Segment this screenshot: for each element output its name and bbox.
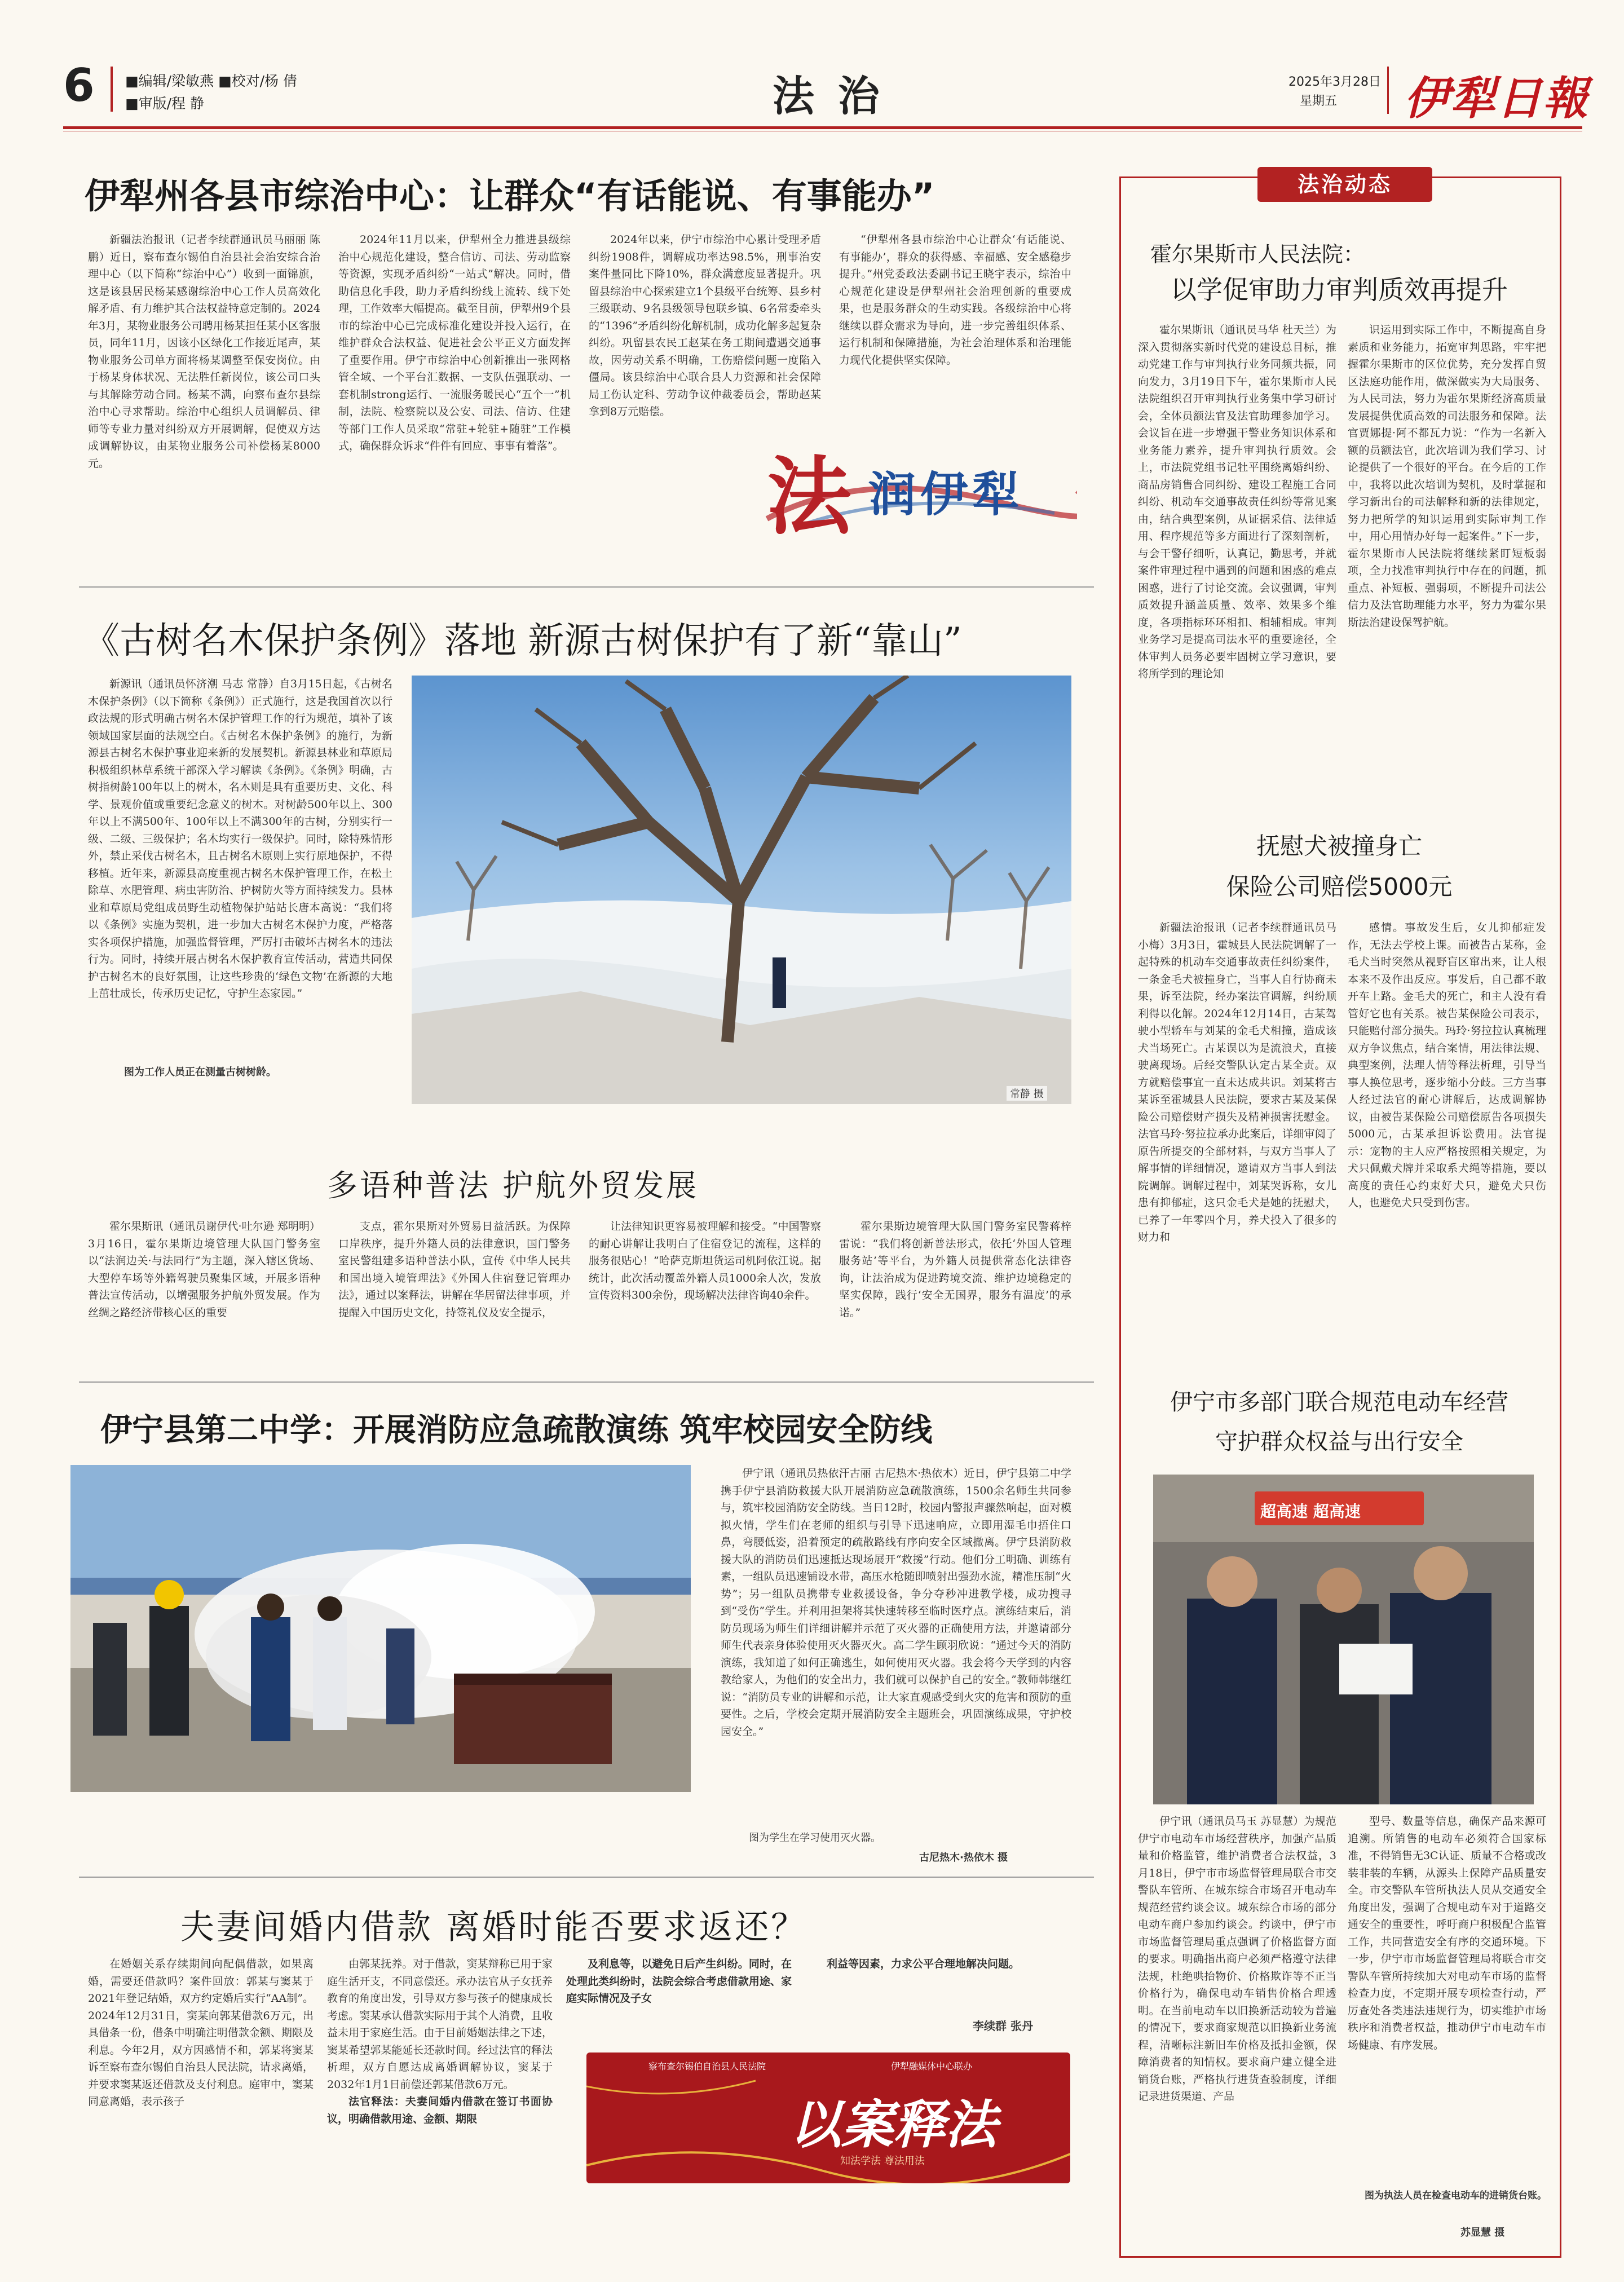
story2-title-line2: 保险公司赔偿5000元: [1226, 873, 1453, 901]
banner-org-right: 伊犁融媒体中心联办: [891, 2061, 973, 2072]
story3-photo-credit: 苏显慧 摄: [1460, 2227, 1505, 2239]
article4-headline: 伊宁县第二中学：开展消防应急疏散演练 筑牢校园安全防线: [100, 1412, 933, 1449]
divider-2: [79, 1381, 1094, 1383]
article5-headline: 夫妻间婚内借款 离婚时能否要求返还？: [180, 1908, 807, 1947]
fire-drill-photo: [70, 1465, 691, 1792]
article1-col1: 新疆法治报讯（记者李续群通讯员马丽丽 陈鹏）近日，察布查尔锡伯自治县社会治安综合治理中心（以下简称“综治中心”）收到一面锦旗，这是该县居民杨某感谢综治中心工作人员高效化解矛盾、有力维护其合法权益特意定制的。2024年3月，某物业服务公司聘用杨某担任某小区客服员，同年11月，因该小区绿化工作接近尾声，某物业服务公司单方面将杨某调整至保安岗位。由于杨某身体状况、无法胜任新岗位，该公司口头与其解除劳动合同。杨某不满，向察布查尔县综治中心寻求帮助。综治中心组织人员调解员、律师等专业力量对纠纷双方开展调解，促使双方达成调解协议，由某物业服务公司补偿杨某8000元。: [88, 233, 320, 470]
ev-inspection-photo: [1153, 1475, 1534, 1804]
article5-col2: 由郭某抚养。对于借款，窦某辩称已用于家庭生活开支，不同意偿还。承办法官从子女抚养教育的角度出发，引导双方参与孩子的健康成长考虑。窦某承认借款实际用于其个人消费，且收益未用于家庭生活。由于目前婚姻法律之下述，窦某希望郭某能延长还款时间。经过法官的释法析理，双方自愿达成离婚调解协议，窦某于2032年1月1日前偿还郭某借款6万元。 法官释法：夫妻间婚内借款在签订书面协议，明确借款用途、金额、期限: [327, 1958, 553, 2125]
paper-logo: 伊犁日報: [1404, 72, 1589, 125]
banner-org-left: 察布查尔锡伯自治县人民法院: [648, 2061, 766, 2072]
fa-run-yili-logo: [761, 434, 1077, 546]
article3-col3: 让法律知识更容易被理解和接受。“中国警察的耐心讲解让我明白了住宿登记的流程，这样的服务很贴心！”哈萨克斯坦货运司机阿依江说。据统计，此次活动覆盖外籍人员1000余人次，发放宣传资料300余份，现场解决法律咨询40余件。: [589, 1220, 821, 1301]
story1-kicker: 霍尔果斯市人民法院：: [1150, 242, 1365, 267]
sidebar-tab: 法治动态: [1257, 167, 1432, 202]
old-tree-photo: [412, 676, 1071, 1104]
masthead-divider: [1387, 67, 1389, 114]
story1-col2: 识运用到实际工作中，不断提高自身素质和业务能力，拓宽审判思路，牢牢把握霍尔果斯市的区位优势，充分发挥自贸区法庭功能作用，做深做实为大局服务、为人民司法，努力为霍尔果斯经济高质量发展提供优质高效的司法服务和保障。法官贾娜提·阿不都瓦力说：“作为一名新入额的员额法官，此次培训为我们学习、讨论提供了一个很好的平台。在今后的工作中，我将以此次培训为契机，及时掌握和学习新出台的司法解释和新的法律规定，努力把所学的知识运用到实际审判工作中，用心用情办好每一起案件。”下一步，霍尔果斯市人民法院将继续紧盯短板弱项，全力找准审判执行中存在的问题，抓重点、补短板、强弱项，不断提升司法公信力及法官助理能力水平，努力为霍尔果斯法治建设保驾护航。: [1348, 324, 1546, 629]
article2-body: 新源讯（通讯员怀济潮 马志 常静）自3月15日起，《古树名木保护条例》（以下简称《条例》）正式施行，这是我国首次以行政法规的形式明确古树名木保护管理工作的行为规范，填补了该领域国家层面的法规空白。《古树名木保护条例》的施行，为新源县古树名木保护事业迎来新的发展契机。新源县林业和草原局积极组织林草系统干部深入学习解读《条例》。《条例》明确，古树指树龄100年以上的树木，名木则是具有重要历史、文化、科学、景观价值或重要纪念意义的树木。对树龄500年以上、300年以上不满500年、100年以上不满300年的古树，分别实行一级、二级、三级保护；名木均实行一级保护。同时，除特殊情形外，禁止采伐古树名木，且古树名木原则上实行原地保护，不得移植。近年来，新源县高度重视古树名木保护管理工作，在松土除草、水肥管理、病虫害防治、护树防火等方面持续发力。县林业和草原局党组成员野生动植物保护站站长唐本高说：“我们将以《条例》实施为契机，进一步加大古树名木保护力度，严格落实各项保护措施，加强监督管理，严厉打击破坏古树名木的违法行为。同时，持续开展古树名木保护教育宣传活动，营造共同保护古树名木的良好氛围，让这些珍贵的‘绿色文物’在新源的大地上茁壮成长，传承历史记忆，守护生态家园。”: [88, 678, 392, 1000]
judge-note-start: 夫妻间婚内借款在签订书面协议，明确借款用途、金额、期限: [327, 2095, 553, 2125]
section-title: 法 治: [773, 72, 884, 121]
issue-date: 2025年3月28日: [1288, 75, 1381, 89]
editors-line-2: ■审版/程 静: [125, 95, 204, 112]
divider-3: [79, 1877, 1094, 1878]
divider-1: [79, 586, 1094, 588]
logo-text: 润伊犁: [868, 467, 1025, 522]
banner-decoration: [586, 2053, 1070, 2183]
article5-col4: 利益等因素，力求公平合理地解决问题。: [827, 1958, 1020, 1970]
article4-photo-credit: 古尼热木·热依木 摄: [919, 1852, 1008, 1864]
story2-col1: 新疆法治报讯（记者李续群通讯员马小梅）3月3日，霍城县人民法院调解了一起特殊的机动车交通事故责任纠纷案件，一条金毛犬被撞身亡，当事人自行协商未果，诉至法院，经办案法官调解，纠纷顺利得以化解。2024年12月14日，古某驾驶小型轿车与刘某的金毛犬相撞，造成该犬当场死亡。古某误以为是流浪犬，直接驶离现场。后经交警队认定古某全责。双方就赔偿事宜一直未达成共识。刘某将古某诉至霍城县人民法院，要求古某及某保险公司赔偿财产损失及精神损害抚慰金。法官马玲·努拉拉承办此案后，详细审阅了原告所提交的全部材料，与双方当事人了解事情的详细情况，邀请双方当事人到法院调解。调解过程中，刘某哭诉称，女儿患有抑郁症，这只金毛犬是她的抚慰犬，已养了一年零四个月，养犬投入了很多的财力和: [1138, 921, 1336, 1243]
judge-note-label: 法官释法：: [348, 2095, 405, 2108]
article2-photo-credit: 常静 摄: [1007, 1086, 1047, 1101]
article5-col3: 及利息等，以避免日后产生纠纷。同时，在处理此类纠纷时，法院会综合考虑借款用途、家庭实际情况及子女: [566, 1958, 792, 2005]
editors-line-1: ■编辑/梁敏燕 ■校对/杨 倩: [125, 73, 297, 89]
page-number-divider: [111, 67, 113, 112]
article4-body: 伊宁讯（通讯员热依汗古丽 古尼热木·热依木）近日，伊宁县第二中学携手伊宁县消防救援大队开展消防应急疏散演练，1500余名师生共同参与，筑牢校园消防安全防线。当日12时，校园内警报声骤然响起，面对模拟火情，学生们在老师的组织与引导下迅速响应，立即用湿毛巾捂住口鼻，弯腰低姿，沿着预定的疏散路线有序向安全区域撤离。伊宁县消防救援大队的消防员们迅速抵达现场展开“救援”行动。他们分工明确、训练有素，一组队员迅速铺设水带，高压水枪随即喷射出强劲水流，精准压制“火势”；另一组队员携带专业救援设备，争分夺秒冲进教学楼，成功搜寻到“受伤”学生。并利用担架将其快速转移至临时医疗点。演练结束后，消防员现场为师生们详细讲解并示范了灭火器的正确使用方法，并邀请部分师生代表亲身体验使用灭火器灭火。高二学生顾羽欣说：“通过今天的消防演练，我知道了如何正确逃生，如何使用灭火器。我会将今天学到的内容教给家人，为他们的安全出力，我们就可以保护自己的安全。”教师韩继红说：“消防员专业的讲解和示范，让大家直观感受到火灾的危害和预防的重要性。之后，学校会定期开展消防安全主题班会，巩固演练成果，守护校园安全。”: [721, 1467, 1071, 1738]
article1-col4: “伊犁州各县市综治中心让群众‘有话能说、有事能办’，群众的获得感、幸福感、安全感稳步提升。”州党委政法委副书记王晓宇表示，综治中心规范化建设是伊犁州社会治理创新的重要成果，也是服务群众的生动实践。各级综治中心将继续以群众需求为导向，进一步完善组织体系、运行机制和保障措施，为社会治理体系和治理能力现代化提供坚实保障。: [839, 233, 1071, 367]
story2-title-line1: 抚慰犬被撞身亡: [1256, 832, 1422, 860]
masthead-rule: [63, 126, 1582, 129]
article3-col1: 霍尔果斯讯（通讯员谢伊代·吐尔逊 郑明明）3月16日，霍尔果斯边境管理大队国门警务室以“法润边关·与法同行”为主题，深入辖区货场、大型停车场等外籍驾驶员聚集区域，开展多语种普法宣传活动，以增强服务护航外贸发展。作为丝绸之路经济带核心区的重要: [88, 1220, 320, 1319]
logo-character: 法: [767, 447, 852, 546]
article3-headline: 多语种普法 护航外贸发展: [327, 1168, 699, 1203]
article3-col4: 霍尔果斯边境管理大队国门警务室民警蒋梓雷说：“我们将创新普法形式，依托‘外国人管理服务站’等平台，为外籍人员提供常态化法律咨询，让法治成为促进跨境交流、维护边境稳定的坚实保障，践行‘安全无国界，服务有温度’的承诺。”: [839, 1220, 1071, 1319]
article1-col3: 2024年以来，伊宁市综治中心累计受理矛盾纠纷1908件，调解成功率达98.5%，刑事治安案件量同比下降10%，群众满意度显著提升。巩留县综治中心探索建立1个县级平台统筹、县乡村三级联动、9名县级领导包联乡镇、6名常委牵头的“1396”矛盾纠纷化解机制，成功化解多起复杂纠纷。巩留县农民工赵某在务工期间遭遇交通事故，因劳动关系不明确，工伤赔偿问题一度陷入僵局。该县综治中心联合县人力资源和社会保障局工伤认定科、劳动争议仲裁委员会，帮助赵某拿到8万元赔偿。: [589, 233, 821, 418]
article2-caption: 图为工作人员正在测量古树树龄。: [124, 1066, 276, 1078]
story1-title: 以学促审助力审判质效再提升: [1171, 275, 1508, 305]
worker-figure: [773, 957, 786, 1008]
story2-col2: 感情。事故发生后，女儿抑郁症发作，无法去学校上课。而被告古某称，金毛犬当时突然从视野盲区窜出来，让人根本来不及作出反应。事发后，自己都不敢开车上路。金毛犬的死亡，和主人没有看管好它也有关系。被告某保险公司表示，只能赔付部分损失。玛玲·努拉拉认真梳理双方争议焦点，结合案情，用法律法规、典型案例，法理人情等释法析理，引导当事人换位思考，逐步缩小分歧。三方当事人经过法官的耐心讲解后，达成调解协议，由被告某保险公司赔偿原告各项损失5000元，古某承担诉讼费用。法官提示：宠物的主人应严格按照相关规定，为犬只佩戴犬牌并采取系犬绳等措施，要以高度的责任心约束好犬只，避免犬只伤人，也避免犬只受到伤害。: [1348, 921, 1546, 1209]
article5-col1: 在婚姻关系存续期间向配偶借款，如果离婚，需要还借款吗？案件回放：郭某与窦某于2021年登记结婚，双方约定婚后实行“AA制”。2024年12月31日，窦某向郭某借款6万元，出具借条一份，借条中明确注明借款金额、期限及利息。今年2月，双方因感情不和，郭某将窦某诉至察布查尔锡伯自治县人民法院，请求离婚，并要求窦某返还借款及支付利息。庭审中，窦某同意离婚，表示孩子: [88, 1958, 314, 2108]
page-number: 6: [63, 59, 95, 112]
article1-col2: 2024年11月以来，伊犁州全力推进县级综治中心规范化建设，整合信访、司法、劳动监察等资源，实现矛盾纠纷“一站式”解决。同时，借助信息化手段，助力矛盾纠纷线上流转、线下处理，工作效率大幅提高。截至目前，伊犁州9个县市的综治中心已完成标准化建设并投入运行，在维护群众合法权益、促进社会公平正义方面发挥了重要作用。伊宁市综治中心创新推出一张网格管全域、一个平台汇数据、一支队伍强联动、一套机制strong运行、一流服务暖民心“五个一”机制，法院、检察院以及公安、司法、信访、住建等部门工作人员采取“常驻+轮驻+随驻”工作模式，确保群众诉求“件件有回应、事事有着落”。: [338, 233, 571, 452]
story1-col1: 霍尔果斯讯（通讯员马华 杜天兰）为深入贯彻落实新时代党的建设总目标，推动党建工作与审判执行业务同频共振，同向发力，3月19日下午，霍尔果斯市人民法院组织召开审判执行业务集中学习研讨会，全体员额法官及法官助理参加学习。会议旨在进一步增强干警业务知识体系和业务能力素养，提升审判执行质效。会上，市法院党组书记牡平围绕离婚纠纷、商品房销售合同纠纷、建设工程施工合同纠纷、机动车交通事故责任纠纷等常见案由，结合典型案例，从证据采信、法律适用、程序规范等多方面进行了深刻剖析，与会干警仔细听，认真记，勤思考，并就案件审理过程中遇到的问题和困惑的难点困惑，进行了讨论交流。会议强调，审判质效提升涵盖质量、效率、效果多个维度，各项指标环环相扣、相辅相成。审判业务学习是提高司法水平的重要途径，全体审判人员务必要牢固树立学习意识，要将所学到的理论知: [1138, 324, 1336, 680]
story3-col2: 型号、数量等信息，确保产品来源可追溯。所销售的电动车必须符合国家标准，不得销售无3C认证、质量不合格或改装非装的车辆，从源头上保障产品质量安全。市交警队车管所执法人员从交通安全角度出发，强调了合规电动车对于道路交通安全的重要性，呼吁商户积极配合监管工作，共同营造安全有序的交通环境。下一步，伊宁市市场监督管理局将联合市交警队车管所持续加大对电动车市场的监督检查力度，不定期开展专项检查行动，严厉查处各类违法违规行为，切实维护市场秩序和消费者权益，推动伊宁市电动车市场健康、有序发展。: [1348, 1815, 1546, 2051]
store-sign: 超高速 超高速: [1260, 1502, 1361, 1521]
article3-col2: 支点，霍尔果斯对外贸易日益活跃。为保障口岸秩序，提升外籍人员的法律意识，国门警务室民警组建多语种普法小队，宣传《中华人民共和国出境入境管理法》《外国人住宿登记管理办法》，通过以案释法，讲解在华居留法律事项，并提醒入中国历史文化，持签礼仪及安全提示，: [338, 1220, 571, 1319]
story3-title-line2: 守护群众权益与出行安全: [1215, 1429, 1463, 1455]
issue-weekday: 星期五: [1300, 94, 1338, 108]
article5-authors: 李续群 张丹: [973, 2019, 1033, 2033]
article2-headline: 《古树名木保护条例》落地 新源古树保护有了新“靠山”: [83, 620, 962, 662]
banner-title: 以案释法: [789, 2094, 998, 2155]
story3-caption: 图为执法人员在检查电动车的进销货台账。: [1365, 2190, 1547, 2201]
story3-col1: 伊宁讯（通讯员马玉 苏显慧）为规范伊宁市电动车市场经营秩序，加强产品质量和价格监管，维护消费者合法权益，3月18日，伊宁市市场监督管理局联合市交警队车管所、在城东综合市场召开电动车规范经营约谈会议。城东综合市场的部分电动车商户参加约谈会。约谈中，伊宁市市场监督管理局重点强调了价格监督方面的要求。明确指出商户必须严格遵守法律法规，杜绝哄抬物价、价格欺诈等不正当价格行为，确保电动车销售价格合理透明。在当前电动车以旧换新活动较为普遍的情况下，要求商家规范以旧换新业务流程，清晰标注新旧车价格及抵扣金额，保障消费者的知情权。要求商户建立健全进销货台账，严格执行进货查验制度，详细记录进货渠道、产品: [1138, 1815, 1336, 2103]
article1-headline: 伊犁州各县市综治中心：让群众“有话能说、有事能办”: [85, 175, 935, 217]
banner-subtitle: 知法学法 尊法用法: [840, 2155, 925, 2167]
article4-caption: 图为学生在学习使用灭火器。: [749, 1832, 881, 1844]
story3-title-line1: 伊宁市多部门联合规范电动车经营: [1170, 1389, 1508, 1415]
case-law-banner: [586, 2053, 1070, 2183]
